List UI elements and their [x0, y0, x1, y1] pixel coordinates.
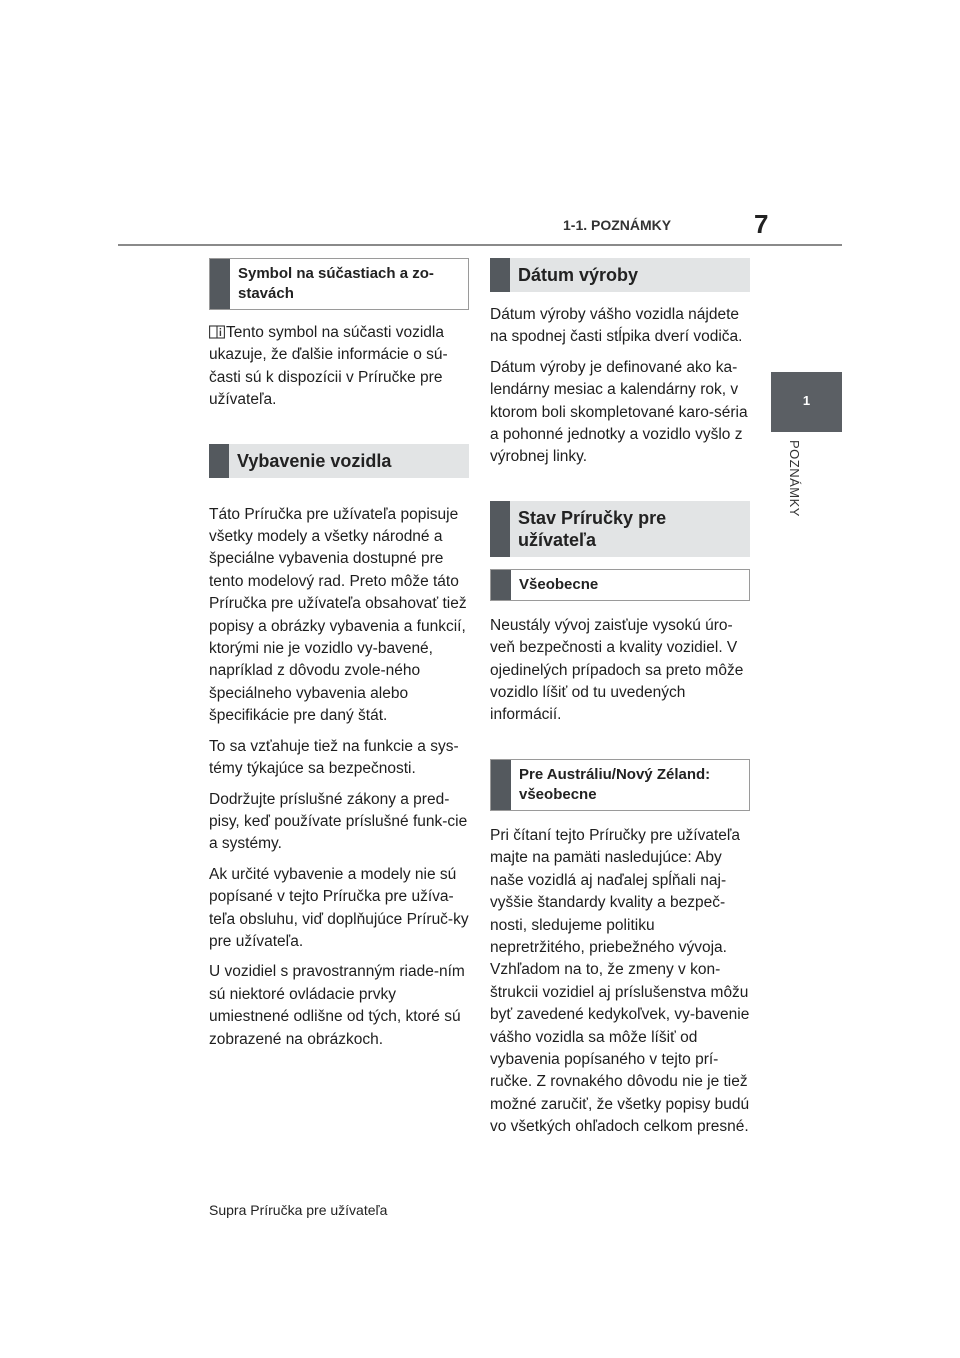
- right-column: [490, 258, 750, 1147]
- symbol-paragraph: [209, 322, 469, 412]
- subheading-bar: [491, 760, 511, 810]
- subheading-bar: [491, 570, 511, 600]
- paragraph: To sa vzťahuje tiež na funkcie a sys-témy týkajúce sa bezpečnosti.: [209, 737, 459, 778]
- book-info-icon: [209, 325, 225, 339]
- header-divider: [118, 244, 842, 246]
- paragraph: Dodržujte príslušné zákony a pred-pisy, keď používate príslušné funk-cie a systémy.: [209, 790, 468, 853]
- page-number: 7: [754, 209, 769, 239]
- section-title: 1-1. POZNÁMKY: [563, 217, 672, 233]
- symbol-heading: [209, 258, 469, 310]
- left-column: [209, 258, 469, 1059]
- chapter-tab-number: 1: [802, 393, 811, 408]
- date-heading-text: Dátum výroby: [518, 265, 639, 285]
- paragraph: Pri čítaní tejto Príručky pre užívateľa majte na pamäti nasledujúce: Aby naše vozidlá aj naďalej spĺňali naj-vyššie štandardy kvality a bezpeč-nosti, sledujeme politiku nepretržitého, priebežného vývoja. Vzhľadom na to, že zmeny v kon-štrukcii vozidiel aj príslušenstva môžu byť zavedené kedykoľvek, vy-bavenie vášho vozidla sa môže líšiť od vybavenia popísaného v tejto prí-ručke. Z rovnakého dôvodu nie je tiež možné zaručiť, že všetky popisy budú vo všetkých ohľadoch celkom presné.: [490, 826, 750, 1136]
- paragraph: Dátum výroby je definované ako ka-lendárny mesiac a kalendárny rok, v ktorom boli skompletované karo-séria a pohonné jednotky a vozidlo vyšlo z výrobnej linky.: [490, 358, 748, 466]
- status-heading-text: Stav Príručky pre užívateľa: [518, 507, 667, 550]
- heading-bar: [210, 259, 230, 309]
- paragraph: Ak určité vybavenie a modely nie sú popísané v tejto Príručka pre užíva-teľa obsluhu, viď doplňujúce Príruč-ky pre užívateľa.: [209, 865, 469, 950]
- anz-subheading-text: Pre Austráliu/Nový Zéland: všeobecne: [519, 765, 711, 803]
- paragraph: Neustály vývoj zaisťuje vysokú úro-veň bezpečnosti a kvality vozidiel. V ojedinelých prípadoch sa preto môže vozidlo líšiť od tu uvedených informácií.: [490, 616, 744, 724]
- paragraph: Dátum výroby vášho vozidla nájdete na spodnej časti stĺpika dverí vodiča.: [490, 306, 743, 346]
- status-heading: [490, 501, 750, 557]
- general-subheading-text: Všeobecne: [519, 575, 599, 593]
- symbol-heading-text: Symbol na súčastiach a zo- stavách: [238, 265, 434, 302]
- paragraph: U vozidiel s pravostranným riade-ním sú niektoré ovládacie prvky umiestnené odlišne od tých, ktoré sú zobrazené na obrázkoch.: [209, 963, 465, 1048]
- footer-text: Supra Príručka pre užívateľa: [209, 1202, 388, 1218]
- date-heading: [490, 258, 750, 292]
- equipment-heading: [209, 444, 469, 478]
- equipment-heading-text: Vybavenie vozidla: [237, 450, 392, 471]
- heading-bar: [209, 444, 229, 478]
- anz-subheading: [490, 759, 750, 811]
- chapter-tab-label: POZNÁMKY: [787, 440, 802, 517]
- heading-bar: [490, 501, 510, 557]
- paragraph: Táto Príručka pre užívateľa popisuje všetky modely a všetky národné a špeciálne vybavenia dostupné pre tento modelový rad. Preto môže táto Príručka pre užívateľa obsahovať tiež popisy a obrázky vybavenia a funkcií, ktorými nie je vozidlo vy-bavené, napríklad z dôvodu zvole-ného špeciálneho vybavenia alebo špecifikácie pre daný štát.: [209, 505, 467, 725]
- heading-bar: [490, 258, 510, 292]
- symbol-text: Tento symbol na súčasti vozidla ukazuje, že ďalšie informácie o sú-časti sú k dispozícii v Príručke pre užívateľa.: [209, 324, 448, 409]
- general-subheading: [490, 569, 750, 601]
